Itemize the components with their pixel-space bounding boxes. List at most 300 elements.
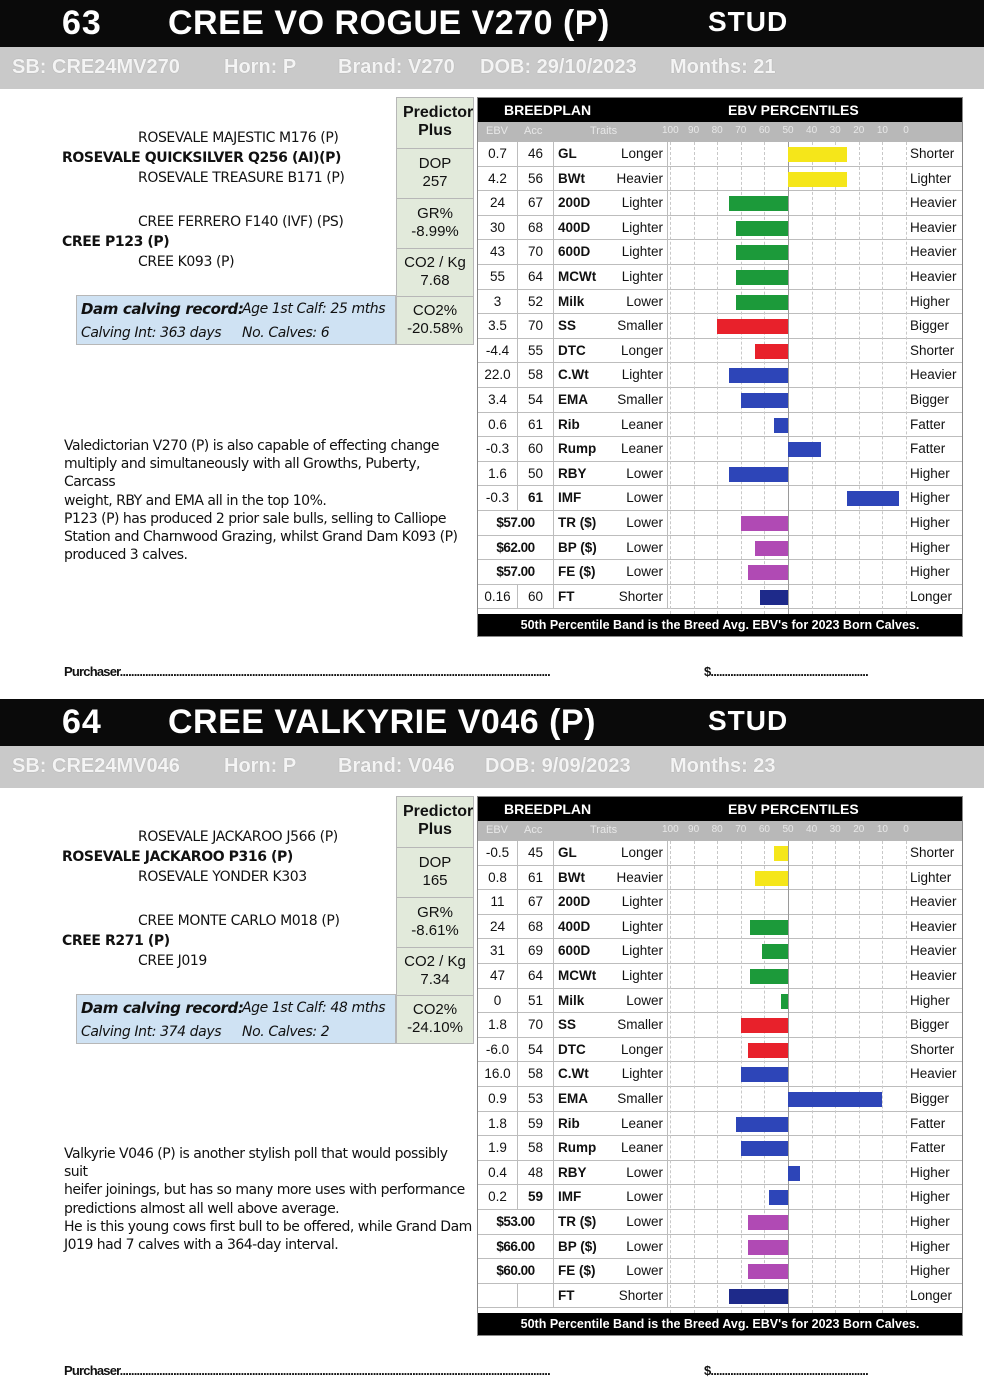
horn-status: Horn: P: [224, 56, 297, 78]
purchaser-line[interactable]: Purchaser.........................................................................................................................................................: [64, 664, 550, 679]
description-line: predictions almost all well above average.: [64, 1200, 340, 1217]
ebv-rows: [478, 841, 962, 1313]
trait-name: 600D: [558, 943, 591, 959]
percentile-bar: [729, 368, 788, 383]
breed-average-line: [788, 841, 789, 1313]
trait-high-label: Shorter: [910, 1041, 955, 1057]
grid-line: [694, 142, 695, 614]
trait-high-label: Higher: [910, 564, 950, 580]
trait-name: EMA: [558, 1091, 588, 1106]
trait-low-label: Lower: [610, 511, 668, 536]
trait-name: Milk: [558, 293, 585, 309]
trait-high-label: Higher: [910, 293, 950, 309]
ebv-value: 3: [478, 290, 518, 315]
trait-name: IMF: [558, 1189, 582, 1205]
ebv-value: 3.5: [478, 314, 518, 339]
trait-high-label: Heavier: [910, 943, 957, 959]
ebv-value: 31: [478, 939, 518, 964]
predictor-plus-panel: [396, 97, 474, 345]
co2pct-value: -20.58%: [407, 320, 463, 337]
percentile-bar: [748, 1215, 788, 1230]
dop-value: 165: [422, 872, 448, 889]
trait-high-label: Fatter: [910, 416, 946, 432]
percentile-bar: [736, 245, 788, 260]
ebv-table: [477, 796, 963, 1336]
ebv-value: 0.9: [478, 1087, 518, 1112]
accuracy-value: 50: [518, 462, 554, 487]
co2kg-value: 7.34: [420, 971, 450, 988]
trait-high-label: Heavier: [910, 968, 957, 983]
accuracy-value: 59: [518, 1185, 554, 1210]
trait-name: IMF: [558, 490, 582, 506]
trait-low-label: Leaner: [610, 437, 668, 462]
lot-card: [0, 699, 984, 1388]
grid-line: [717, 841, 718, 1313]
col-acc: Acc: [524, 824, 543, 836]
accuracy-value: 45: [518, 841, 554, 866]
percentile-bar: [736, 221, 788, 236]
trait-high-label: Higher: [910, 515, 950, 530]
accuracy-value: 52: [518, 290, 554, 315]
ebv-value: $62.00: [478, 536, 554, 561]
accuracy-value: 70: [518, 314, 554, 339]
percentile-bar: [755, 344, 788, 359]
lot-description: [64, 437, 474, 564]
ebv-value: 22.0: [478, 363, 518, 388]
ebv-value: 47: [478, 964, 518, 989]
ebv-value: 24: [478, 191, 518, 216]
ebv-percentiles-label: EBV PERCENTILES: [728, 102, 859, 118]
lot-header: [0, 0, 984, 47]
accuracy-value: 51: [518, 989, 554, 1014]
ebv-value: -6.0: [478, 1038, 518, 1063]
ebv-value: $66.00: [478, 1235, 554, 1260]
trait-high-label: Heavier: [910, 918, 957, 934]
accuracy-value: 64: [518, 265, 554, 290]
ebv-value: 43: [478, 240, 518, 265]
trait-high-label: Lighter: [910, 869, 952, 885]
trait-name: SS: [558, 1017, 577, 1033]
trait-low-label: Lighter: [610, 240, 668, 265]
percentile-bar: [762, 944, 788, 959]
ebv-percentiles-label: EBV PERCENTILES: [728, 801, 859, 817]
percentile-bar: [788, 1092, 882, 1107]
trait-name: RBY: [558, 465, 587, 481]
trait-low-label: Longer: [610, 339, 668, 364]
scale-tick-label: 0: [903, 125, 909, 136]
dob: DOB: 29/10/2023: [480, 56, 637, 78]
trait-name: BWt: [558, 170, 585, 186]
percentile-bar: [750, 969, 788, 984]
brand: Brand: V046: [338, 755, 455, 777]
co2pct-cell: [397, 296, 473, 344]
ebv-value: 1.8: [478, 1013, 518, 1038]
ebv-value: 3.4: [478, 388, 518, 413]
ebv-value: $53.00: [478, 1210, 554, 1235]
gr-value: -8.99%: [411, 223, 459, 240]
percentile-bar: [788, 172, 847, 187]
trait-name: TR ($): [558, 1214, 597, 1229]
pedigree-sire-sire: ROSEVALE JACKAROO J566 (P): [138, 829, 338, 845]
grid-line: [882, 841, 883, 1313]
trait-name: SS: [558, 318, 577, 334]
trait-high-label: Fatter: [910, 1115, 946, 1131]
trait-high-label: Fatter: [910, 441, 946, 457]
trait-name: MCWt: [558, 269, 597, 284]
trait-low-label: Lighter: [610, 265, 668, 290]
percentile-bar: [788, 442, 821, 457]
description-line: multiply and simultaneously with all Growths, Puberty, Carcass: [64, 456, 420, 491]
pedigree-dam-sire: CREE FERRERO F140 (IVF) (PS): [138, 214, 344, 230]
ebv-value: 0.7: [478, 142, 518, 167]
ebv-value: 24: [478, 915, 518, 940]
percentile-bar: [748, 1240, 788, 1255]
percentile-bar: [748, 565, 788, 580]
accuracy-value: 67: [518, 890, 554, 915]
trait-high-label: Bigger: [910, 1017, 950, 1033]
trait-high-label: Bigger: [910, 1091, 950, 1106]
scale-tick-label: 80: [711, 125, 723, 136]
ebv-value: $57.00: [478, 560, 554, 585]
description-line: Valkyrie V046 (P) is another stylish poll that would possibly suit: [64, 1146, 448, 1181]
scale-tick-label: 20: [853, 125, 865, 136]
co2pct-cell: [397, 995, 473, 1043]
age-first-calf: Age 1st Calf: 25 mths: [242, 301, 386, 317]
months: Months: 23: [670, 755, 776, 777]
percentile-bar: [741, 1067, 788, 1082]
accuracy-value: 54: [518, 388, 554, 413]
percentile-bar: [781, 994, 788, 1009]
accuracy-value: 58: [518, 363, 554, 388]
number-of-calves: No. Calves: 2: [242, 1024, 330, 1040]
accuracy-value: [518, 1284, 554, 1309]
accuracy-value: 58: [518, 1136, 554, 1161]
ebv-value: 16.0: [478, 1062, 518, 1087]
dop-label: DOP: [418, 854, 452, 871]
grid-line: [835, 841, 836, 1313]
trait-name: DTC: [558, 1041, 586, 1057]
trait-name: BP ($): [558, 539, 597, 555]
trait-name: EMA: [558, 392, 588, 407]
accuracy-value: 53: [518, 1087, 554, 1112]
accuracy-value: 60: [518, 437, 554, 462]
accuracy-value: 48: [518, 1161, 554, 1186]
scale-tick-label: 60: [758, 824, 770, 835]
grid-line: [812, 841, 813, 1313]
trait-high-label: Higher: [910, 539, 950, 555]
ebv-value: 1.9: [478, 1136, 518, 1161]
percentile-bar: [774, 418, 788, 433]
trait-low-label: Lighter: [610, 964, 668, 989]
ebv-value: 0.16: [478, 585, 518, 610]
trait-low-label: Lower: [610, 486, 668, 511]
trait-low-label: Lower: [610, 989, 668, 1014]
percentile-bar: [748, 1264, 788, 1279]
trait-low-label: Lighter: [610, 216, 668, 241]
scale-tick-label: 80: [711, 824, 723, 835]
description-line: heifer joinings, but has so many more uses with performance: [64, 1182, 465, 1199]
scale-tick-label: 20: [853, 824, 865, 835]
scale-tick-label: 0: [903, 824, 909, 835]
trait-high-label: Shorter: [910, 146, 955, 161]
trait-low-label: Longer: [610, 841, 668, 866]
ebv-value: $60.00: [478, 1259, 554, 1284]
accuracy-value: 61: [518, 413, 554, 438]
col-acc: Acc: [524, 125, 543, 137]
percentile-bar: [741, 1018, 788, 1033]
trait-high-label: Heavier: [910, 894, 957, 910]
dam-calving-title: Dam calving record:: [81, 999, 244, 1017]
ebv-column-headers: [478, 122, 962, 142]
percentile-bar: [755, 541, 788, 556]
ebv-table: [477, 97, 963, 637]
ebv-footer: 50th Percentile Band is the Breed Avg. EBV's for 2023 Born Calves.: [478, 1313, 962, 1335]
pedigree-dam: CREE R271 (P): [62, 933, 170, 949]
trait-name: C.Wt: [558, 367, 589, 383]
trait-high-label: Heavier: [910, 195, 957, 211]
trait-high-label: Higher: [910, 1263, 950, 1279]
ebv-value: 0.8: [478, 866, 518, 891]
ebv-value: 0.2: [478, 1185, 518, 1210]
trait-low-label: Smaller: [610, 1087, 668, 1112]
dam-calving-record: [76, 994, 396, 1044]
calving-interval: Calving Int: 374 days: [81, 1024, 222, 1040]
trait-high-label: Heavier: [910, 269, 957, 284]
percentile-bar: [736, 295, 788, 310]
ebv-value: 0: [478, 989, 518, 1014]
trait-name: 200D: [558, 195, 591, 211]
trait-low-label: Lower: [610, 536, 668, 561]
ebv-value: 11: [478, 890, 518, 915]
trait-name: 600D: [558, 244, 591, 260]
scale-tick-label: 70: [735, 824, 747, 835]
trait-low-label: Lower: [610, 1185, 668, 1210]
ebv-value: 0.6: [478, 413, 518, 438]
col-ebv: EBV: [486, 824, 509, 836]
ebv-value: [478, 1284, 518, 1309]
co2kg-value: 7.68: [420, 272, 450, 289]
col-traits: Traits: [590, 125, 618, 137]
grid-line: [694, 841, 695, 1313]
trait-high-label: Heavier: [910, 219, 957, 235]
scale-tick-label: 40: [806, 824, 818, 835]
description-line: Valedictorian V270 (P) is also capable of effecting change: [64, 438, 440, 454]
trait-high-label: Higher: [910, 1238, 950, 1254]
ebv-table-header: [478, 797, 962, 821]
ebv-rows: [478, 142, 962, 614]
trait-low-label: Smaller: [610, 314, 668, 339]
dop-value: 257: [422, 173, 448, 190]
dop-cell: [397, 847, 473, 897]
co2kg-cell: [397, 947, 473, 995]
predictor-plus-title: Predictor Plus: [403, 104, 474, 139]
grid-line: [670, 841, 671, 1313]
predictor-plus-title: Predictor Plus: [403, 803, 474, 838]
trait-low-label: Lower: [610, 1210, 668, 1235]
scale-tick-label: 40: [806, 125, 818, 136]
lot-name: CREE VO ROGUE V270 (P): [168, 4, 610, 42]
trait-low-label: Lighter: [610, 363, 668, 388]
scale-tick-label: 60: [758, 125, 770, 136]
grid-line: [859, 142, 860, 614]
breed-average-line: [788, 142, 789, 614]
accuracy-value: 68: [518, 915, 554, 940]
accuracy-value: 60: [518, 585, 554, 610]
trait-high-label: Higher: [910, 992, 950, 1008]
dam-calving-record: [76, 295, 396, 345]
percentile-bar: [788, 1166, 800, 1181]
percentile-bar: [717, 319, 788, 334]
description-line: He is this young cows first bull to be offered, while Grand Dam: [64, 1218, 472, 1235]
scale-tick-label: 30: [829, 824, 841, 835]
trait-name: BP ($): [558, 1238, 597, 1254]
ebv-footer: 50th Percentile Band is the Breed Avg. EBV's for 2023 Born Calves.: [478, 614, 962, 636]
percentile-bar: [741, 393, 788, 408]
trait-name: FE ($): [558, 564, 596, 580]
scale-tick-label: 10: [876, 125, 888, 136]
co2pct-label: CO2%: [412, 302, 458, 319]
trait-high-label: Lighter: [910, 170, 952, 186]
trait-high-label: Higher: [910, 490, 950, 506]
trait-name: Rib: [558, 1115, 580, 1131]
trait-name: GL: [558, 845, 577, 860]
percentile-bar: [741, 1141, 788, 1156]
pedigree-sire-dam: ROSEVALE YONDER K303: [138, 869, 307, 885]
ebv-value: 1.8: [478, 1112, 518, 1137]
lot-description: [64, 1145, 474, 1254]
gr-label: GR%: [417, 205, 453, 222]
trait-high-label: Shorter: [910, 845, 955, 860]
scale-tick-label: 50: [782, 125, 794, 136]
gr-cell: [397, 897, 473, 947]
percentile-bar: [736, 1117, 788, 1132]
co2pct-value: -24.10%: [407, 1019, 463, 1036]
ebv-table-header: [478, 98, 962, 122]
description-line: weight, RBY and EMA all in the top 10%.: [64, 492, 327, 509]
percentile-bar: [729, 467, 788, 482]
co2pct-label: CO2%: [412, 1001, 458, 1018]
trait-name: 200D: [558, 894, 591, 910]
trait-name: TR ($): [558, 515, 597, 530]
grid-line: [812, 142, 813, 614]
accuracy-value: 46: [518, 142, 554, 167]
percentile-bar: [769, 1190, 788, 1205]
grid-line: [882, 142, 883, 614]
dob: DOB: 9/09/2023: [485, 755, 631, 777]
trait-high-label: Shorter: [910, 342, 955, 358]
lot-card: [0, 0, 984, 689]
description-line: Station and Charnwood Grazing, whilst Grand Dam K093 (P): [64, 529, 458, 546]
dop-cell: [397, 148, 473, 198]
trait-name: Rump: [558, 1140, 597, 1156]
grid-line: [835, 142, 836, 614]
trait-name: FT: [558, 588, 575, 604]
percentile-bar: [774, 846, 788, 861]
accuracy-value: 61: [518, 486, 554, 511]
trait-name: C.Wt: [558, 1066, 589, 1082]
grid-line: [906, 142, 907, 614]
sb-number: SB: CRE24MV046: [12, 755, 180, 777]
accuracy-value: 70: [518, 1013, 554, 1038]
trait-name: Rump: [558, 441, 597, 457]
price-line[interactable]: $........................................................: [704, 1363, 868, 1378]
trait-name: 400D: [558, 219, 591, 235]
horn-status: Horn: P: [224, 755, 297, 777]
lot-details-bar: [0, 746, 984, 788]
percentile-bar: [760, 590, 788, 605]
pedigree-dam-dam: CREE K093 (P): [138, 254, 235, 270]
accuracy-value: 64: [518, 964, 554, 989]
lot-category: STUD: [708, 6, 789, 37]
ebv-value: 0.4: [478, 1161, 518, 1186]
trait-low-label: Heavier: [610, 866, 668, 891]
description-line: produced 3 calves.: [64, 547, 188, 564]
pedigree-sire-sire: ROSEVALE MAJESTIC M176 (P): [138, 130, 339, 146]
trait-low-label: Lower: [610, 462, 668, 487]
percentile-bar: [736, 270, 788, 285]
grid-line: [717, 142, 718, 614]
months: Months: 21: [670, 56, 776, 78]
ebv-value: 1.6: [478, 462, 518, 487]
percentile-bar: [755, 871, 788, 886]
trait-low-label: Lighter: [610, 1062, 668, 1087]
percentile-bar: [729, 1289, 788, 1304]
purchaser-line[interactable]: Purchaser.........................................................................................................................................................: [64, 1363, 550, 1378]
gr-value: -8.61%: [411, 922, 459, 939]
ebv-value: 30: [478, 216, 518, 241]
trait-name: Rib: [558, 416, 580, 432]
trait-low-label: Leaner: [610, 1136, 668, 1161]
pedigree-sire: ROSEVALE QUICKSILVER Q256 (AI)(P): [62, 150, 342, 166]
trait-low-label: Lighter: [610, 890, 668, 915]
lot-header: [0, 699, 984, 746]
accuracy-value: 56: [518, 167, 554, 192]
trait-low-label: Heavier: [610, 167, 668, 192]
breedplan-label: BREEDPLAN: [504, 801, 592, 817]
col-traits: Traits: [590, 824, 618, 836]
scale-tick-label: 90: [688, 824, 700, 835]
accuracy-value: 55: [518, 339, 554, 364]
percentile-bar: [729, 196, 788, 211]
trait-high-label: Higher: [910, 1164, 950, 1180]
pedigree-dam: CREE P123 (P): [62, 234, 170, 250]
trait-low-label: Leaner: [610, 413, 668, 438]
lot-number: 64: [62, 703, 102, 741]
trait-name: DTC: [558, 342, 586, 358]
number-of-calves: No. Calves: 6: [242, 325, 330, 341]
trait-high-label: Longer: [910, 1287, 953, 1303]
trait-high-label: Bigger: [910, 392, 950, 407]
brand: Brand: V270: [338, 56, 455, 78]
dam-calving-title: Dam calving record:: [81, 300, 244, 318]
trait-high-label: Bigger: [910, 318, 950, 334]
trait-high-label: Heavier: [910, 367, 957, 383]
accuracy-value: 58: [518, 1062, 554, 1087]
scale-tick-label: 90: [688, 125, 700, 136]
age-first-calf: Age 1st Calf: 48 mths: [242, 1000, 386, 1016]
trait-low-label: Smaller: [610, 1013, 668, 1038]
col-ebv: EBV: [486, 125, 509, 137]
trait-name: FE ($): [558, 1263, 596, 1279]
calving-interval: Calving Int: 363 days: [81, 325, 222, 341]
trait-high-label: Heavier: [910, 244, 957, 260]
description-line: P123 (P) has produced 2 prior sale bulls, selling to Calliope: [64, 510, 447, 527]
scale-tick-label: 100: [662, 125, 679, 136]
pedigree-dam-sire: CREE MONTE CARLO M018 (P): [138, 913, 340, 929]
grid-line: [906, 841, 907, 1313]
trait-high-label: Higher: [910, 1214, 950, 1229]
price-line[interactable]: $........................................................: [704, 664, 868, 679]
